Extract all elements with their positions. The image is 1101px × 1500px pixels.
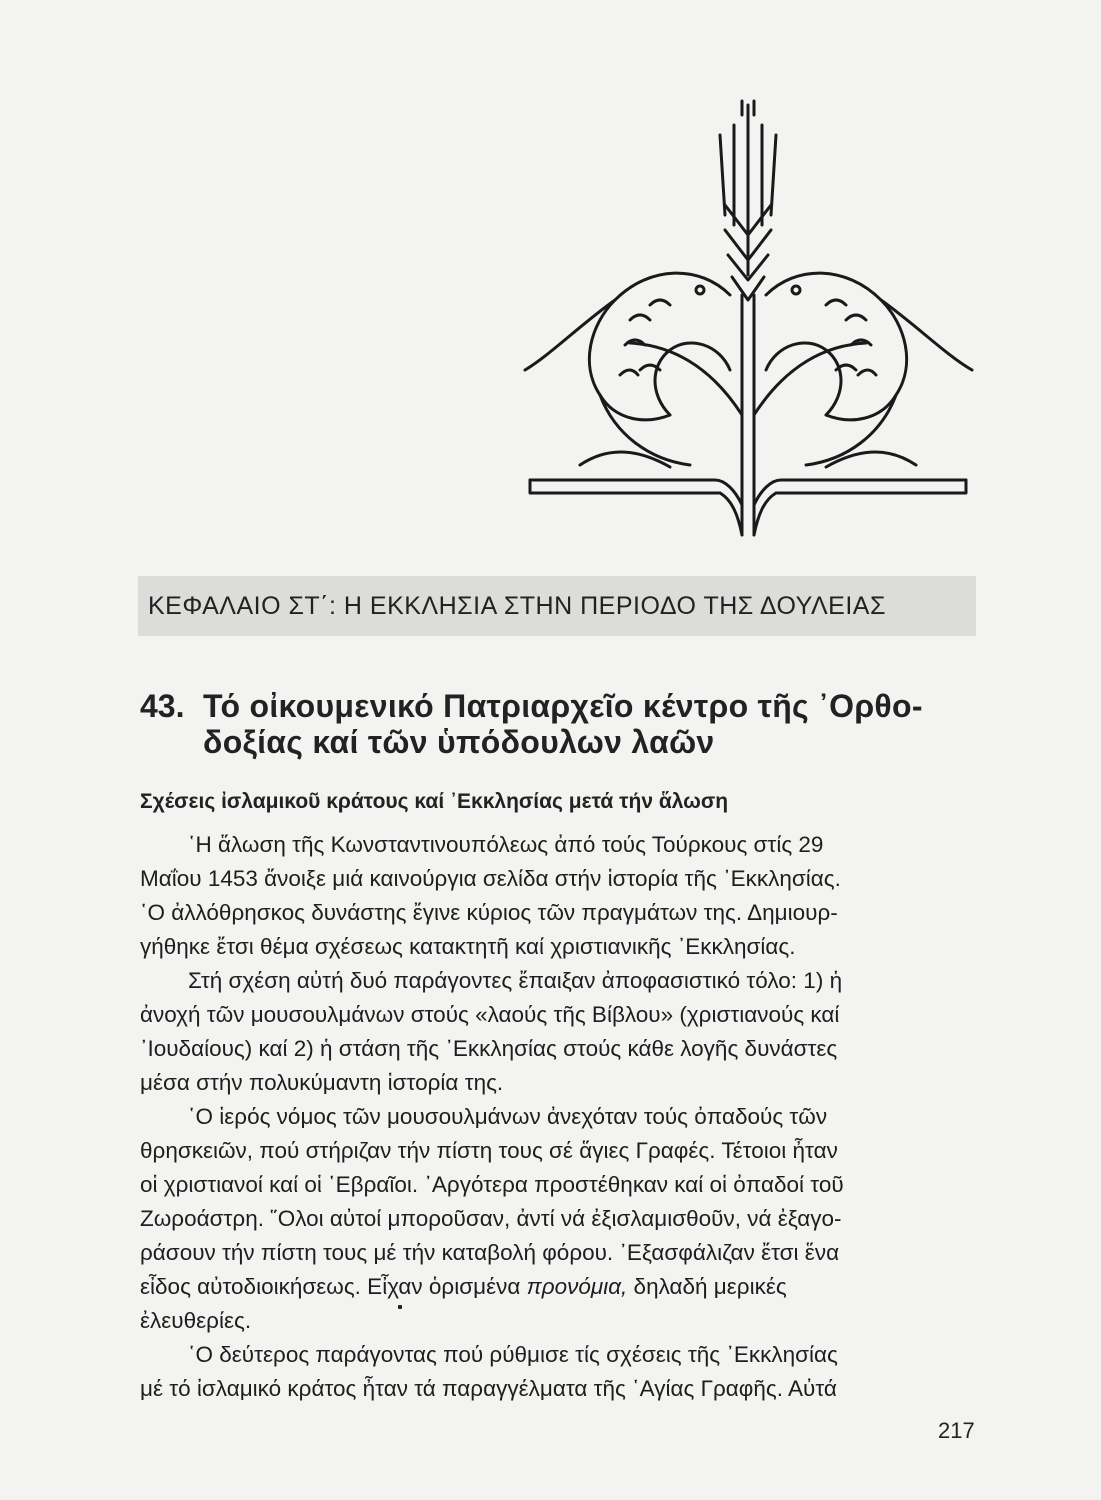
subsection-heading: Σχέσεις ἰσλαμικοῦ κράτους καί ᾿Εκκλησίας μετά τήν ἅλωση	[140, 790, 729, 813]
paragraph-line: ῾Ο ἱερός νόμος τῶν μουσουλμάνων ἀνεχόταν τούς ὀπαδούς τῶν	[188, 1104, 828, 1129]
paragraph-line: ἐλευθερίες.	[140, 1308, 252, 1333]
paragraph-line: ῾Ο δεύτερος παράγοντας πού ρύθμισε τίς σχέσεις τῆς ᾿Εκκλησίας	[188, 1342, 838, 1367]
ink-mark	[398, 1305, 402, 1309]
paragraph-line: ῾Ο ἀλλόθρησκος δυνάστης ἔγινε κύριος τῶν πραγμάτων της. Δημιουρ-	[140, 900, 838, 925]
paragraph-text: δηλαδή μερικές	[633, 1274, 787, 1299]
paragraph-line	[140, 1276, 787, 1299]
section-number: 43.	[140, 688, 185, 724]
paragraph-line: ῾Η ἅλωση τῆς Κωνσταντινουπόλεως ἀπό τούς Τούρκους στίς 29	[188, 832, 824, 857]
page-number: 217	[938, 1418, 975, 1443]
paragraph-line: μέ τό ἰσλαμικό κράτος ἦταν τά παραγγέλματα τῆς ῾Αγίας Γραφῆς. Αὐτά	[140, 1376, 837, 1401]
paragraph-line: ᾿Ιουδαίους) καί 2) ἡ στάση τῆς ᾿Εκκλησίας στούς κάθε λογῆς δυνάστες	[140, 1036, 838, 1061]
paragraph-line: μέσα στήν πολυκύμαντη ἱστορία της.	[140, 1070, 504, 1095]
wheat-fish-emblem-illustration	[520, 95, 980, 550]
section-title-line-2: δοξίας καί τῶν ὑπόδουλων λαῶν	[203, 724, 715, 760]
chapter-title: ΚΕΦΑΛΑΙΟ ΣΤ΄: Η ΕΚΚΛΗΣΙΑ ΣΤΗΝ ΠΕΡΙΟΔΟ ΤΗΣ ΔΟΥΛΕΙΑΣ	[148, 592, 886, 620]
italic-term: προνόμια,	[526, 1274, 628, 1299]
paragraph-line: ράσουν τήν πίστη τους μέ τήν καταβολή φόρου. ᾿Εξασφάλιζαν ἔτσι ἕνα	[140, 1240, 840, 1265]
paragraph-line: γήθηκε ἔτσι θέμα σχέσεως κατακτητῆ καί χριστιανικῆς ᾿Εκκλησίας.	[140, 934, 796, 959]
section-title-line-1: Τό οἰκουμενικό Πατριαρχεῖο κέντρο τῆς ᾿Ορθο-	[203, 688, 923, 724]
paragraph-text: εἶδος αὐτοδιοικήσεως. Εἶχαν ὁρισμένα	[140, 1274, 521, 1299]
paragraph-line: ἀνοχή τῶν μουσουλμάνων στούς «λαούς τῆς Βίβλου» (χριστιανούς καί	[140, 1002, 840, 1027]
paragraph-line: Ζωροάστρη. ῞Ολοι αὐτοί μποροῦσαν, ἀντί νά ἐξισλαμισθοῦν, νά ἐξαγο-	[140, 1206, 842, 1231]
paragraph-line: θρησκειῶν, πού στήριζαν τήν πίστη τους σέ ἅγιες Γραφές. Τέτοιοι ἦταν	[140, 1138, 838, 1163]
paragraph-line: Στή σχέση αὐτή δυό παράγοντες ἔπαιξαν ἀποφασιστικό τόλο: 1) ἡ	[188, 968, 843, 993]
paragraph-line: οἱ χριστιανοί καί οἱ ῾Εβραῖοι. ᾿Αργότερα προστέθηκαν καί οἱ ὀπαδοί τοῦ	[140, 1172, 844, 1197]
paragraph-line: Μαΐου 1453 ἄνοιξε μιά καινούργια σελίδα στήν ἱστορία τῆς ᾿Εκκλησίας.	[140, 866, 841, 891]
